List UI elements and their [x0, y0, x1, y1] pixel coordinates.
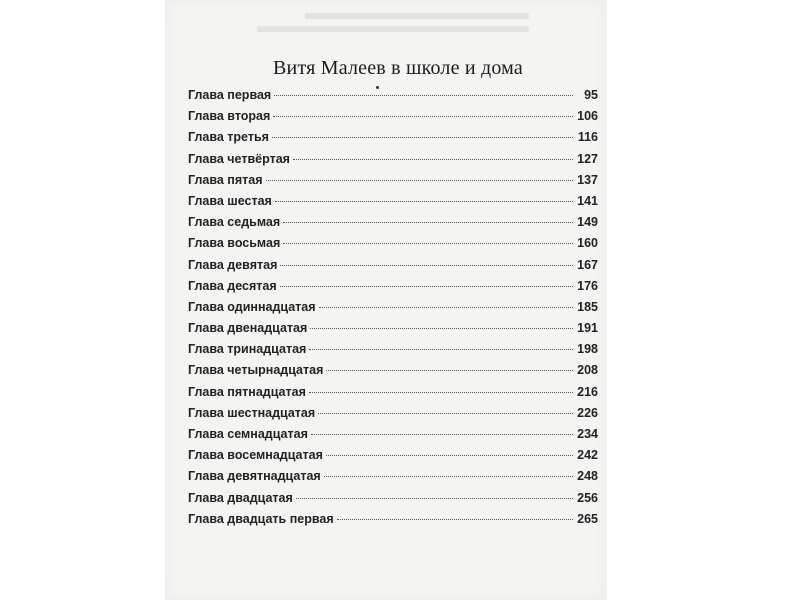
chapter-label: Глава вторая	[188, 109, 271, 124]
page-number: 176	[577, 278, 598, 293]
toc-entry	[188, 385, 598, 406]
dot-leader	[324, 476, 573, 477]
toc-entry	[188, 491, 598, 512]
page-number: 208	[577, 363, 598, 378]
chapter-label: Глава девятнадцатая	[188, 469, 321, 484]
dot-leader	[283, 243, 573, 244]
dot-leader	[337, 519, 573, 520]
toc-entry	[188, 427, 598, 448]
chapter-label: Глава шестая	[188, 193, 272, 208]
chapter-label: Глава семнадцатая	[188, 427, 308, 441]
chapter-label: Глава пятая	[188, 172, 263, 187]
page-number: 265	[577, 511, 598, 526]
toc-entry	[188, 130, 598, 151]
dot-leader	[309, 349, 573, 350]
toc-entry	[188, 469, 598, 490]
chapter-label: Глава одиннадцатая	[188, 299, 316, 314]
toc-entry	[188, 321, 598, 342]
page-number: 234	[577, 427, 598, 441]
chapter-label: Глава девятая	[188, 257, 278, 272]
toc-entry	[188, 173, 598, 194]
dot-leader	[275, 201, 573, 202]
toc-entry	[188, 279, 598, 300]
dot-leader	[326, 370, 573, 371]
chapter-label: Глава восьмая	[188, 236, 281, 251]
bleed-through-text	[225, 6, 545, 46]
page-number: 116	[577, 130, 598, 145]
page-number: 127	[577, 151, 598, 166]
chapter-label: Глава третья	[188, 130, 269, 145]
chapter-label: Глава тринадцатая	[188, 342, 307, 357]
page-number: 149	[577, 215, 598, 230]
page-number: 141	[577, 193, 598, 208]
toc-entry	[188, 406, 598, 427]
dot-leader	[266, 180, 573, 181]
page-number: 256	[577, 490, 598, 505]
toc-entry	[188, 236, 598, 257]
page-number: 248	[577, 469, 598, 484]
page-number: 191	[577, 321, 598, 336]
page-number: 167	[577, 257, 598, 272]
toc-entry	[188, 342, 598, 363]
toc-entry	[188, 448, 598, 469]
dot-leader	[283, 222, 573, 223]
dot-leader	[319, 307, 573, 308]
chapter-label: Глава четырнадцатая	[188, 363, 324, 378]
dot-leader	[280, 265, 573, 266]
dot-leader	[280, 286, 573, 287]
toc-entry	[188, 88, 598, 109]
chapter-label: Глава десятая	[188, 278, 277, 293]
page-number: 185	[577, 299, 598, 314]
dot-leader	[293, 159, 573, 160]
toc-entry	[188, 109, 598, 130]
chapter-label: Глава четвёртая	[188, 151, 290, 166]
toc-entry	[188, 258, 598, 279]
page-number: 226	[577, 405, 598, 420]
table-of-contents	[188, 52, 598, 533]
dot-leader	[309, 392, 573, 393]
toc-entry	[188, 363, 598, 384]
page-number: 95	[584, 88, 598, 102]
page-number: 160	[577, 236, 598, 251]
dot-leader	[318, 413, 573, 414]
page-number: 242	[577, 448, 598, 463]
chapter-label: Глава восемнадцатая	[188, 448, 323, 463]
page-number: 198	[577, 342, 598, 357]
chapter-label: Глава шестнадцатая	[188, 405, 316, 420]
dot-leader	[296, 498, 573, 499]
dot-leader	[310, 328, 573, 329]
book-title: Витя Малеев в школе и дома	[273, 57, 523, 79]
dot-leader	[311, 434, 573, 435]
dot-leader	[326, 455, 573, 456]
chapter-label: Глава пятнадцатая	[188, 384, 306, 399]
page-number: 216	[577, 384, 598, 399]
toc-entry	[188, 152, 598, 173]
dot-leader	[273, 116, 573, 117]
chapter-label: Глава седьмая	[188, 215, 281, 230]
toc-entry	[188, 215, 598, 236]
chapter-label: Глава двадцать первая	[188, 511, 334, 526]
chapter-label: Глава первая	[188, 88, 272, 102]
book-page	[165, 0, 607, 600]
toc-entry	[188, 512, 598, 533]
toc-list	[188, 88, 598, 533]
dot-leader	[272, 137, 573, 138]
toc-entry	[188, 300, 598, 321]
toc-entry	[188, 194, 598, 215]
chapter-label: Глава двенадцатая	[188, 321, 308, 336]
page-number: 137	[577, 172, 598, 187]
dot-leader	[274, 95, 573, 96]
chapter-label: Глава двадцатая	[188, 490, 293, 505]
page-number: 106	[577, 109, 598, 124]
